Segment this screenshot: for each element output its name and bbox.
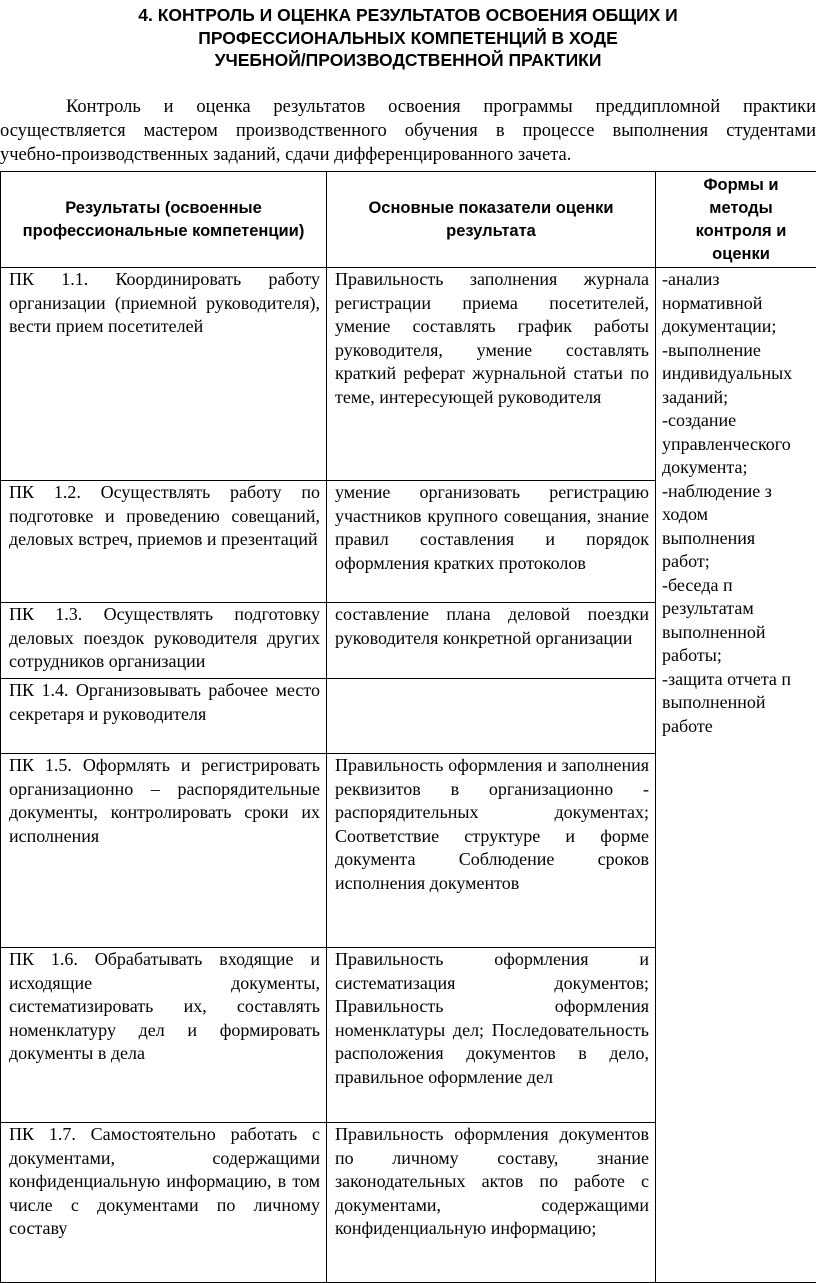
indicators-cell: Правильность заполнения журнала регистрации приема посетителей, умение составлять график работы руководителя, умение составлять краткий реферат журнальной статьи по теме, интересующей руководителя <box>327 268 656 481</box>
indicators-cell: Правильность оформления и заполнения реквизитов в организационно - распорядительных документах; Соответствие структуре и форме документа Соблюдение сроков исполнения документов <box>327 754 656 948</box>
forms-line: работе <box>662 715 816 739</box>
competence-cell: ПК 1.3. Осуществлять подготовку деловых поездок руководителя других сотрудников организации <box>1 603 327 679</box>
forms-line: управленческого <box>662 433 816 457</box>
forms-line: ходом <box>662 503 816 527</box>
forms-line: работы; <box>662 644 816 668</box>
table-row <box>1 268 816 481</box>
indicators-cell: Правильность оформления и систематизация документов; Правильность оформления номенклатуры дел; Последовательность расположения документов в дело, правильное оформление дел <box>327 948 656 1123</box>
title-line: ПРОФЕССИОНАЛЬНЫХ КОМПЕТЕНЦИЙ В ХОДЕ <box>0 27 816 50</box>
forms-line: документации; <box>662 315 816 339</box>
intro-line: Контроль и оценка результатов освоения программы преддипломной практики <box>0 95 816 119</box>
indicators-cell: Правильность оформления документов по личному составу, знание законодательных актов по работе с документами, содержащими конфиденциальную информацию; <box>327 1123 656 1283</box>
competence-cell: ПК 1.5. Оформлять и регистрировать организационно – распорядительные документы, контролировать сроки их исполнения <box>1 754 327 948</box>
forms-cell <box>656 268 816 1283</box>
forms-line: выполненной <box>662 691 816 715</box>
indicators-cell: умение организовать регистрацию участников крупного совещания, знание правил составления и порядок оформления кратких протоколов <box>327 481 656 603</box>
indicators-cell: составление плана деловой поездки руководителя конкретной организации <box>327 603 656 679</box>
forms-line: индивидуальных <box>662 362 816 386</box>
competence-cell: ПК 1.6. Обрабатывать входящие и исходящие документы, систематизировать их, составлять номенклатуру дел и формировать документы в дела <box>1 948 327 1123</box>
forms-line: -наблюдение з <box>662 480 816 504</box>
forms-line: выполненной <box>662 621 816 645</box>
section-title <box>0 4 816 72</box>
forms-line: -защита отчета п <box>662 668 816 692</box>
forms-line: работ; <box>662 550 816 574</box>
forms-line: выполнения <box>662 527 816 551</box>
intro-paragraph <box>0 95 816 167</box>
competence-cell: ПК 1.1. Координировать работу организации (приемной руководителя), вести прием посетителей <box>1 268 327 481</box>
header-forms: Формы и методы контроля и оценки <box>656 172 816 268</box>
intro-line: осуществляется мастером производственного обучения в процессе выполнения студентами <box>0 119 816 143</box>
forms-line: результатам <box>662 597 816 621</box>
indicators-cell <box>327 679 656 754</box>
table-header-row <box>1 172 816 268</box>
header-indicators: Основные показатели оценки результата <box>327 172 656 268</box>
competence-cell: ПК 1.7. Самостоятельно работать с документами, содержащими конфиденциальную информацию, в том числе с документами по личному составу <box>1 1123 327 1283</box>
title-line: 4. КОНТРОЛЬ И ОЦЕНКА РЕЗУЛЬТАТОВ ОСВОЕНИЯ ОБЩИХ И <box>0 4 816 27</box>
forms-line: -создание <box>662 409 816 433</box>
intro-line: учебно-производственных заданий, сдачи дифференцированного зачета. <box>0 143 816 167</box>
control-table <box>0 171 816 1283</box>
forms-line: -выполнение <box>662 339 816 363</box>
competence-cell: ПК 1.4. Организовывать рабочее место секретаря и руководителя <box>1 679 327 754</box>
header-results: Результаты (освоенные профессиональные компетенции) <box>1 172 327 268</box>
forms-line: документа; <box>662 456 816 480</box>
forms-line: нормативной <box>662 292 816 316</box>
forms-line: -беседа п <box>662 574 816 598</box>
title-line: УЧЕБНОЙ/ПРОИЗВОДСТВЕННОЙ ПРАКТИКИ <box>0 49 816 72</box>
forms-line: -анализ <box>662 268 816 292</box>
forms-line: заданий; <box>662 386 816 410</box>
competence-cell: ПК 1.2. Осуществлять работу по подготовке и проведению совещаний, деловых встреч, приемов и презентаций <box>1 481 327 603</box>
